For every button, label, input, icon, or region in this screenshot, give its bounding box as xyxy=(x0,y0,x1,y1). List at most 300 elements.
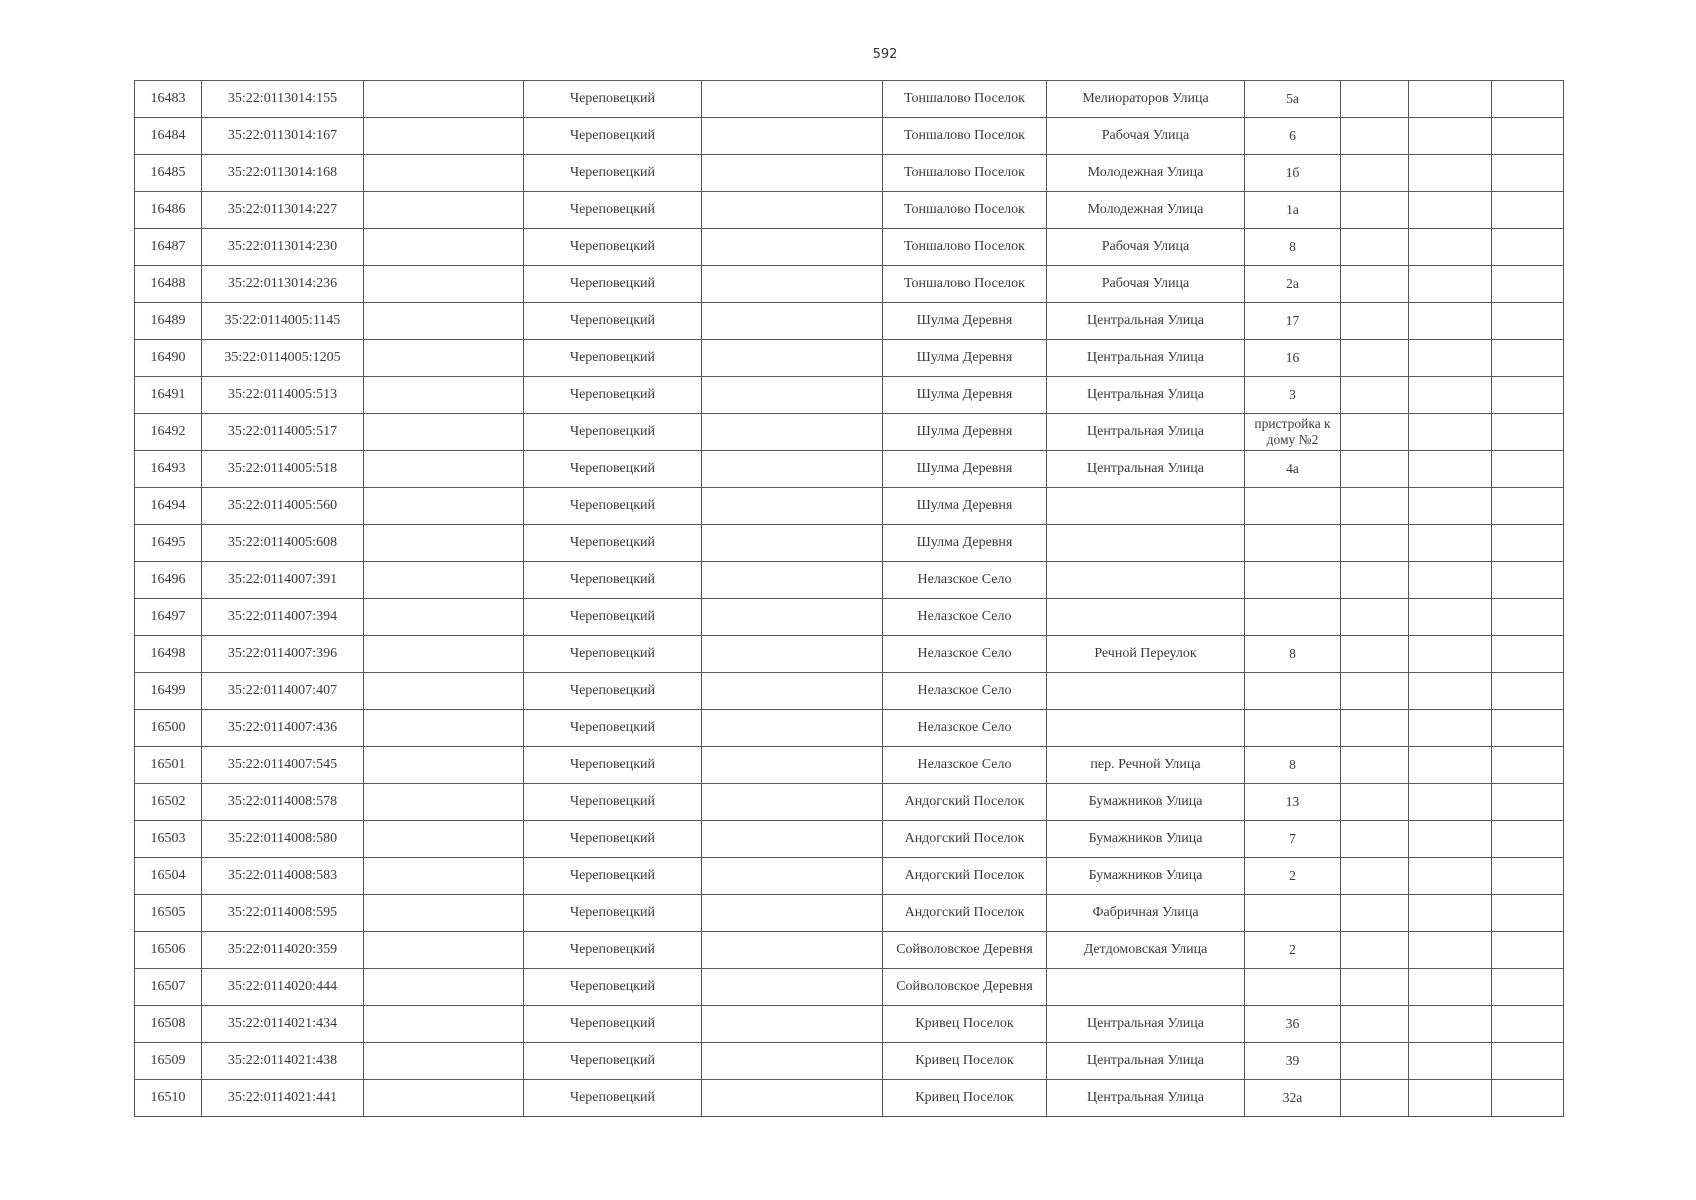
street-cell xyxy=(1047,562,1245,599)
empty-cell xyxy=(702,969,883,1006)
cadastral-number-cell: 35:22:0114005:1205 xyxy=(202,340,364,377)
empty-cell xyxy=(364,673,524,710)
house-number-cell: 4а xyxy=(1245,451,1341,488)
empty-cell xyxy=(702,192,883,229)
cadastral-number-cell: 35:22:0113014:168 xyxy=(202,155,364,192)
empty-cell xyxy=(1492,710,1564,747)
table-row xyxy=(135,895,1564,932)
empty-cell xyxy=(1492,155,1564,192)
district-cell: Череповецкий xyxy=(524,525,702,562)
house-number-cell: 1а xyxy=(1245,192,1341,229)
empty-cell xyxy=(1409,1006,1492,1043)
row-number-cell: 16507 xyxy=(135,969,202,1006)
empty-cell xyxy=(1409,562,1492,599)
district-cell: Череповецкий xyxy=(524,340,702,377)
empty-cell xyxy=(364,81,524,118)
empty-cell xyxy=(1409,599,1492,636)
empty-cell xyxy=(1409,710,1492,747)
house-number-cell: 13 xyxy=(1245,784,1341,821)
empty-cell xyxy=(1341,81,1409,118)
cadastral-number-cell: 35:22:0114005:560 xyxy=(202,488,364,525)
empty-cell xyxy=(702,673,883,710)
locality-cell: Нелазское Село xyxy=(883,747,1047,784)
house-number-cell: пристройка к дому №2 xyxy=(1245,414,1341,451)
empty-cell xyxy=(1341,858,1409,895)
table-row xyxy=(135,340,1564,377)
empty-cell xyxy=(702,599,883,636)
empty-cell xyxy=(1492,525,1564,562)
locality-cell: Нелазское Село xyxy=(883,599,1047,636)
empty-cell xyxy=(364,932,524,969)
empty-cell xyxy=(1341,118,1409,155)
district-cell: Череповецкий xyxy=(524,303,702,340)
table-row xyxy=(135,858,1564,895)
empty-cell xyxy=(1341,1080,1409,1117)
empty-cell xyxy=(1409,821,1492,858)
empty-cell xyxy=(1341,525,1409,562)
house-number-cell: 3 xyxy=(1245,377,1341,414)
empty-cell xyxy=(1341,599,1409,636)
empty-cell xyxy=(1492,784,1564,821)
empty-cell xyxy=(1409,673,1492,710)
row-number-cell: 16504 xyxy=(135,858,202,895)
table-row xyxy=(135,488,1564,525)
table-row xyxy=(135,81,1564,118)
row-number-cell: 16509 xyxy=(135,1043,202,1080)
row-number-cell: 16485 xyxy=(135,155,202,192)
row-number-cell: 16502 xyxy=(135,784,202,821)
locality-cell: Шулма Деревня xyxy=(883,451,1047,488)
empty-cell xyxy=(1492,377,1564,414)
empty-cell xyxy=(1492,266,1564,303)
cadastral-number-cell: 35:22:0114007:391 xyxy=(202,562,364,599)
locality-cell: Тоншалово Поселок xyxy=(883,118,1047,155)
empty-cell xyxy=(1341,562,1409,599)
empty-cell xyxy=(702,303,883,340)
empty-cell xyxy=(1492,932,1564,969)
locality-cell: Шулма Деревня xyxy=(883,488,1047,525)
empty-cell xyxy=(1409,192,1492,229)
empty-cell xyxy=(702,895,883,932)
empty-cell xyxy=(364,525,524,562)
empty-cell xyxy=(1492,858,1564,895)
empty-cell xyxy=(1341,895,1409,932)
table-row xyxy=(135,155,1564,192)
table-row xyxy=(135,414,1564,451)
cadastral-number-cell: 35:22:0114008:583 xyxy=(202,858,364,895)
district-cell: Череповецкий xyxy=(524,1080,702,1117)
locality-cell: Нелазское Село xyxy=(883,636,1047,673)
table-row xyxy=(135,1080,1564,1117)
locality-cell: Андогский Поселок xyxy=(883,895,1047,932)
house-number-cell: 5а xyxy=(1245,81,1341,118)
table-row xyxy=(135,229,1564,266)
house-number-cell xyxy=(1245,969,1341,1006)
street-cell xyxy=(1047,969,1245,1006)
row-number-cell: 16498 xyxy=(135,636,202,673)
empty-cell xyxy=(702,229,883,266)
table-row xyxy=(135,266,1564,303)
empty-cell xyxy=(1341,303,1409,340)
empty-cell xyxy=(1409,118,1492,155)
row-number-cell: 16491 xyxy=(135,377,202,414)
row-number-cell: 16500 xyxy=(135,710,202,747)
empty-cell xyxy=(1409,747,1492,784)
empty-cell xyxy=(364,303,524,340)
cadastral-number-cell: 35:22:0114007:436 xyxy=(202,710,364,747)
empty-cell xyxy=(702,414,883,451)
house-number-cell: 32а xyxy=(1245,1080,1341,1117)
cadastral-number-cell: 35:22:0114005:518 xyxy=(202,451,364,488)
cadastral-number-cell: 35:22:0114005:517 xyxy=(202,414,364,451)
empty-cell xyxy=(1492,303,1564,340)
empty-cell xyxy=(364,895,524,932)
cadastral-number-cell: 35:22:0114021:434 xyxy=(202,1006,364,1043)
empty-cell xyxy=(702,636,883,673)
street-cell: Рабочая Улица xyxy=(1047,118,1245,155)
empty-cell xyxy=(1409,636,1492,673)
empty-cell xyxy=(1492,414,1564,451)
street-cell: Центральная Улица xyxy=(1047,340,1245,377)
empty-cell xyxy=(1409,229,1492,266)
district-cell: Череповецкий xyxy=(524,821,702,858)
district-cell: Череповецкий xyxy=(524,932,702,969)
empty-cell xyxy=(702,1080,883,1117)
empty-cell xyxy=(1341,414,1409,451)
district-cell: Череповецкий xyxy=(524,969,702,1006)
empty-cell xyxy=(1492,118,1564,155)
house-number-cell: 2а xyxy=(1245,266,1341,303)
district-cell: Череповецкий xyxy=(524,266,702,303)
empty-cell xyxy=(702,710,883,747)
district-cell: Череповецкий xyxy=(524,414,702,451)
district-cell: Череповецкий xyxy=(524,229,702,266)
row-number-cell: 16490 xyxy=(135,340,202,377)
cadastral-number-cell: 35:22:0114020:359 xyxy=(202,932,364,969)
empty-cell xyxy=(702,155,883,192)
locality-cell: Тоншалово Поселок xyxy=(883,229,1047,266)
empty-cell xyxy=(702,118,883,155)
street-cell: Бумажников Улица xyxy=(1047,821,1245,858)
table-row xyxy=(135,784,1564,821)
street-cell xyxy=(1047,488,1245,525)
locality-cell: Кривец Поселок xyxy=(883,1006,1047,1043)
empty-cell xyxy=(1492,562,1564,599)
district-cell: Череповецкий xyxy=(524,155,702,192)
empty-cell xyxy=(1409,858,1492,895)
house-number-cell xyxy=(1245,562,1341,599)
empty-cell xyxy=(702,932,883,969)
empty-cell xyxy=(364,710,524,747)
empty-cell xyxy=(1409,303,1492,340)
street-cell: Рабочая Улица xyxy=(1047,229,1245,266)
table-row xyxy=(135,562,1564,599)
empty-cell xyxy=(1409,895,1492,932)
empty-cell xyxy=(364,340,524,377)
house-number-cell: 8 xyxy=(1245,229,1341,266)
empty-cell xyxy=(364,266,524,303)
house-number-cell xyxy=(1245,673,1341,710)
empty-cell xyxy=(1492,229,1564,266)
empty-cell xyxy=(1341,636,1409,673)
empty-cell xyxy=(702,784,883,821)
empty-cell xyxy=(1341,340,1409,377)
cadastral-number-cell: 35:22:0114020:444 xyxy=(202,969,364,1006)
empty-cell xyxy=(1341,932,1409,969)
row-number-cell: 16497 xyxy=(135,599,202,636)
locality-cell: Тоншалово Поселок xyxy=(883,81,1047,118)
empty-cell xyxy=(1492,636,1564,673)
empty-cell xyxy=(702,451,883,488)
house-number-cell: 16 xyxy=(1245,340,1341,377)
table-row xyxy=(135,1043,1564,1080)
empty-cell xyxy=(1409,414,1492,451)
empty-cell xyxy=(1492,192,1564,229)
district-cell: Череповецкий xyxy=(524,488,702,525)
empty-cell xyxy=(1341,488,1409,525)
street-cell: Молодежная Улица xyxy=(1047,155,1245,192)
empty-cell xyxy=(702,81,883,118)
cadastral-number-cell: 35:22:0114008:595 xyxy=(202,895,364,932)
table-row xyxy=(135,192,1564,229)
empty-cell xyxy=(1492,747,1564,784)
district-cell: Череповецкий xyxy=(524,118,702,155)
house-number-cell: 2 xyxy=(1245,932,1341,969)
table-row xyxy=(135,969,1564,1006)
empty-cell xyxy=(364,1080,524,1117)
empty-cell xyxy=(702,377,883,414)
row-number-cell: 16489 xyxy=(135,303,202,340)
empty-cell xyxy=(1409,377,1492,414)
cadastral-number-cell: 35:22:0114007:396 xyxy=(202,636,364,673)
row-number-cell: 16503 xyxy=(135,821,202,858)
empty-cell xyxy=(702,525,883,562)
empty-cell xyxy=(1409,451,1492,488)
street-cell: Центральная Улица xyxy=(1047,1080,1245,1117)
empty-cell xyxy=(1409,932,1492,969)
house-number-cell: 1б xyxy=(1245,155,1341,192)
locality-cell: Сойволовское Деревня xyxy=(883,932,1047,969)
page-number: 592 xyxy=(872,47,898,62)
empty-cell xyxy=(364,969,524,1006)
empty-cell xyxy=(364,1043,524,1080)
empty-cell xyxy=(702,266,883,303)
empty-cell xyxy=(364,821,524,858)
empty-cell xyxy=(1492,340,1564,377)
empty-cell xyxy=(702,488,883,525)
street-cell: Центральная Улица xyxy=(1047,1043,1245,1080)
table-row xyxy=(135,821,1564,858)
empty-cell xyxy=(364,414,524,451)
empty-cell xyxy=(702,1006,883,1043)
house-number-cell: 39 xyxy=(1245,1043,1341,1080)
house-number-cell xyxy=(1245,710,1341,747)
cadastral-number-cell: 35:22:0113014:230 xyxy=(202,229,364,266)
empty-cell xyxy=(1409,525,1492,562)
property-registry-table xyxy=(134,80,1564,1117)
locality-cell: Андогский Поселок xyxy=(883,858,1047,895)
empty-cell xyxy=(1409,81,1492,118)
empty-cell xyxy=(1409,488,1492,525)
locality-cell: Нелазское Село xyxy=(883,562,1047,599)
locality-cell: Тоншалово Поселок xyxy=(883,192,1047,229)
table-row xyxy=(135,673,1564,710)
empty-cell xyxy=(1341,377,1409,414)
empty-cell xyxy=(1341,747,1409,784)
street-cell: Рабочая Улица xyxy=(1047,266,1245,303)
row-number-cell: 16510 xyxy=(135,1080,202,1117)
street-cell xyxy=(1047,525,1245,562)
locality-cell: Сойволовское Деревня xyxy=(883,969,1047,1006)
empty-cell xyxy=(1409,784,1492,821)
street-cell: Бумажников Улица xyxy=(1047,784,1245,821)
empty-cell xyxy=(1492,451,1564,488)
street-cell xyxy=(1047,599,1245,636)
empty-cell xyxy=(702,747,883,784)
empty-cell xyxy=(1341,192,1409,229)
empty-cell xyxy=(1341,784,1409,821)
empty-cell xyxy=(1409,340,1492,377)
table-row xyxy=(135,599,1564,636)
house-number-cell: 8 xyxy=(1245,636,1341,673)
empty-cell xyxy=(1409,155,1492,192)
row-number-cell: 16483 xyxy=(135,81,202,118)
empty-cell xyxy=(1492,1080,1564,1117)
locality-cell: Кривец Поселок xyxy=(883,1080,1047,1117)
house-number-cell xyxy=(1245,895,1341,932)
row-number-cell: 16493 xyxy=(135,451,202,488)
cadastral-number-cell: 35:22:0113014:236 xyxy=(202,266,364,303)
empty-cell xyxy=(702,821,883,858)
table-row xyxy=(135,118,1564,155)
street-cell: Молодежная Улица xyxy=(1047,192,1245,229)
cadastral-number-cell: 35:22:0113014:227 xyxy=(202,192,364,229)
empty-cell xyxy=(702,858,883,895)
district-cell: Череповецкий xyxy=(524,747,702,784)
locality-cell: Нелазское Село xyxy=(883,710,1047,747)
empty-cell xyxy=(364,636,524,673)
row-number-cell: 16499 xyxy=(135,673,202,710)
table-row xyxy=(135,636,1564,673)
table-row xyxy=(135,303,1564,340)
registry-body xyxy=(135,81,1564,1117)
empty-cell xyxy=(1409,266,1492,303)
street-cell: Центральная Улица xyxy=(1047,377,1245,414)
empty-cell xyxy=(364,562,524,599)
district-cell: Череповецкий xyxy=(524,1043,702,1080)
cadastral-number-cell: 35:22:0114007:407 xyxy=(202,673,364,710)
empty-cell xyxy=(1492,969,1564,1006)
empty-cell xyxy=(1341,229,1409,266)
table-row xyxy=(135,525,1564,562)
empty-cell xyxy=(702,340,883,377)
empty-cell xyxy=(1341,1043,1409,1080)
house-number-cell: 2 xyxy=(1245,858,1341,895)
empty-cell xyxy=(364,192,524,229)
district-cell: Череповецкий xyxy=(524,710,702,747)
house-number-cell xyxy=(1245,525,1341,562)
house-number-cell xyxy=(1245,599,1341,636)
table-row xyxy=(135,747,1564,784)
empty-cell xyxy=(364,858,524,895)
house-number-cell: 17 xyxy=(1245,303,1341,340)
locality-cell: Шулма Деревня xyxy=(883,525,1047,562)
locality-cell: Тоншалово Поселок xyxy=(883,266,1047,303)
row-number-cell: 16487 xyxy=(135,229,202,266)
house-number-cell: 8 xyxy=(1245,747,1341,784)
empty-cell xyxy=(364,451,524,488)
district-cell: Череповецкий xyxy=(524,784,702,821)
cadastral-number-cell: 35:22:0114005:1145 xyxy=(202,303,364,340)
cadastral-number-cell: 35:22:0114007:394 xyxy=(202,599,364,636)
house-number-cell: 6 xyxy=(1245,118,1341,155)
street-cell: Речной Переулок xyxy=(1047,636,1245,673)
empty-cell xyxy=(702,1043,883,1080)
empty-cell xyxy=(364,488,524,525)
row-number-cell: 16495 xyxy=(135,525,202,562)
empty-cell xyxy=(364,784,524,821)
street-cell: Мелиораторов Улица xyxy=(1047,81,1245,118)
row-number-cell: 16501 xyxy=(135,747,202,784)
locality-cell: Шулма Деревня xyxy=(883,340,1047,377)
row-number-cell: 16486 xyxy=(135,192,202,229)
empty-cell xyxy=(364,1006,524,1043)
empty-cell xyxy=(364,747,524,784)
empty-cell xyxy=(1341,710,1409,747)
street-cell xyxy=(1047,710,1245,747)
empty-cell xyxy=(1341,969,1409,1006)
locality-cell: Кривец Поселок xyxy=(883,1043,1047,1080)
street-cell: Детдомовская Улица xyxy=(1047,932,1245,969)
street-cell: Центральная Улица xyxy=(1047,451,1245,488)
table-row xyxy=(135,377,1564,414)
table-row xyxy=(135,1006,1564,1043)
district-cell: Череповецкий xyxy=(524,673,702,710)
cadastral-number-cell: 35:22:0113014:155 xyxy=(202,81,364,118)
street-cell: Фабричная Улица xyxy=(1047,895,1245,932)
empty-cell xyxy=(1341,155,1409,192)
district-cell: Череповецкий xyxy=(524,599,702,636)
row-number-cell: 16484 xyxy=(135,118,202,155)
table-row xyxy=(135,451,1564,488)
district-cell: Череповецкий xyxy=(524,192,702,229)
cadastral-number-cell: 35:22:0114008:580 xyxy=(202,821,364,858)
cadastral-number-cell: 35:22:0114005:513 xyxy=(202,377,364,414)
cadastral-number-cell: 35:22:0114008:578 xyxy=(202,784,364,821)
district-cell: Череповецкий xyxy=(524,377,702,414)
cadastral-number-cell: 35:22:0114005:608 xyxy=(202,525,364,562)
house-number-cell xyxy=(1245,488,1341,525)
row-number-cell: 16488 xyxy=(135,266,202,303)
district-cell: Череповецкий xyxy=(524,451,702,488)
row-number-cell: 16496 xyxy=(135,562,202,599)
locality-cell: Шулма Деревня xyxy=(883,414,1047,451)
street-cell: пер. Речной Улица xyxy=(1047,747,1245,784)
cadastral-number-cell: 35:22:0113014:167 xyxy=(202,118,364,155)
street-cell: Центральная Улица xyxy=(1047,1006,1245,1043)
row-number-cell: 16494 xyxy=(135,488,202,525)
street-cell xyxy=(1047,673,1245,710)
street-cell: Центральная Улица xyxy=(1047,414,1245,451)
district-cell: Череповецкий xyxy=(524,858,702,895)
empty-cell xyxy=(1492,81,1564,118)
cadastral-number-cell: 35:22:0114021:441 xyxy=(202,1080,364,1117)
empty-cell xyxy=(1341,1006,1409,1043)
empty-cell xyxy=(364,377,524,414)
empty-cell xyxy=(1492,488,1564,525)
empty-cell xyxy=(1341,673,1409,710)
empty-cell xyxy=(364,229,524,266)
